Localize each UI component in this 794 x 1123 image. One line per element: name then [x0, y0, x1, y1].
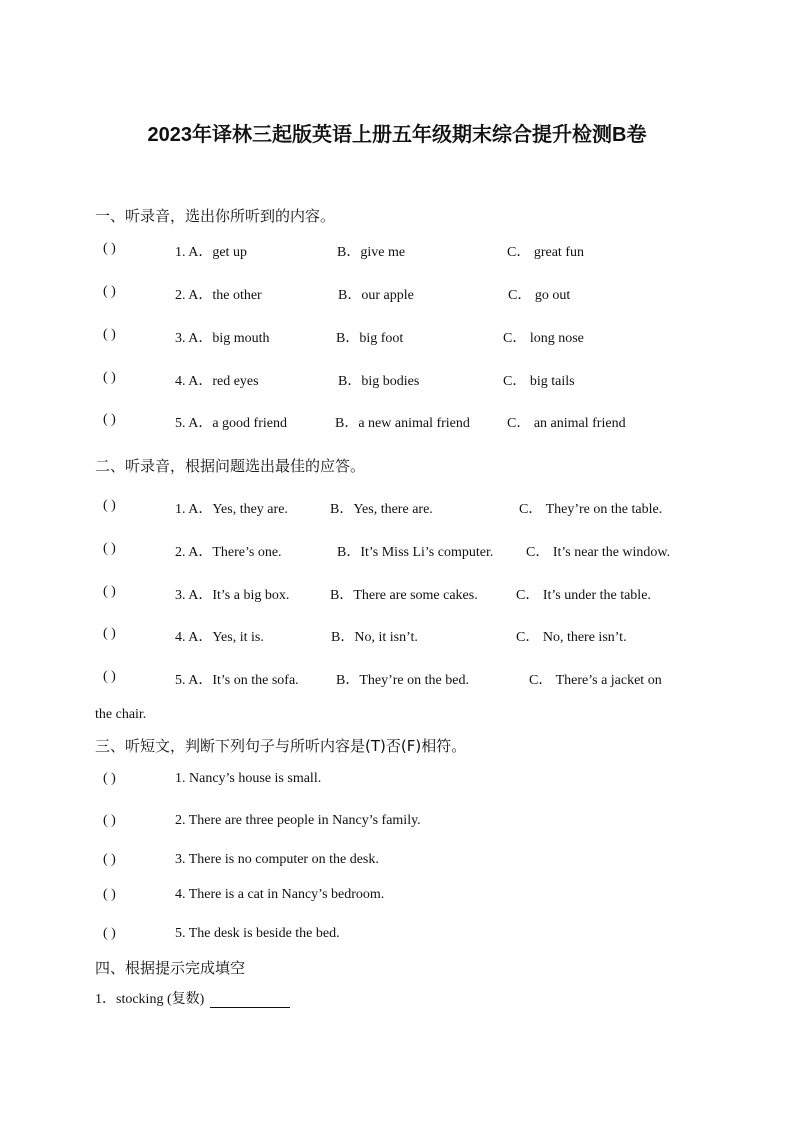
question-option-b: B．big bodies: [338, 374, 420, 389]
question-option-b: B．our apple: [338, 288, 414, 303]
answer-blank: ( ): [103, 584, 116, 599]
question-option-a: 3. A．It’s a big box.: [175, 588, 290, 603]
answer-blank: ( ): [103, 370, 116, 385]
question-option-b: B．It’s Miss Li’s computer.: [337, 545, 494, 560]
question-option-c: C． It’s near the window.: [526, 545, 671, 560]
answer-blank: ( ): [103, 241, 116, 256]
statement: 4. There is a cat in Nancy’s bedroom.: [175, 887, 385, 902]
section-1-heading: 一、听录音，选出你所听到的内容。: [95, 207, 336, 225]
question-option-b: B．give me: [337, 245, 406, 260]
answer-blank: ( ): [103, 771, 116, 786]
answer-blank: ( ): [103, 926, 116, 941]
answer-blank: ( ): [103, 498, 116, 513]
answer-blank: ( ): [103, 852, 116, 867]
fill-blank-line[interactable]: [210, 993, 290, 1008]
answer-blank: ( ): [103, 327, 116, 342]
question-option-a: 2. A．There’s one.: [175, 545, 282, 560]
question-option-b: B．big foot: [336, 331, 404, 346]
page-title: 2023年译林三起版英语上册五年级期末综合提升检测B卷: [147, 124, 647, 146]
question-option-b: B．a new animal friend: [335, 416, 470, 431]
question-option-a: 4. A．red eyes: [175, 374, 259, 389]
question-option-a: 4. A．Yes, it is.: [175, 630, 264, 645]
question-option-a: 2. A．the other: [175, 288, 262, 303]
continuation-text: the chair.: [95, 707, 147, 722]
question-option-a: 5. A．a good friend: [175, 416, 287, 431]
answer-blank: ( ): [103, 887, 116, 902]
question-option-b: B．There are some cakes.: [330, 588, 478, 603]
section-4-heading: 四、根据提示完成填空: [95, 959, 246, 977]
answer-blank: ( ): [103, 284, 116, 299]
question-option-c: C． It’s under the table.: [516, 588, 651, 603]
answer-blank: ( ): [103, 412, 116, 427]
question-option-a: 1. A．Yes, they are.: [175, 502, 288, 517]
section-3-heading: 三、听短文，判断下列句子与所听内容是(T)否(F)相符。: [95, 737, 467, 755]
statement: 2. There are three people in Nancy’s family.: [175, 813, 421, 828]
question-option-c: C． go out: [508, 288, 571, 303]
question-option-b: B．No, it isn’t.: [331, 630, 418, 645]
section-2-heading: 二、听录音，根据问题选出最佳的应答。: [95, 457, 366, 475]
answer-blank: ( ): [103, 626, 116, 641]
fill-item-text: 1．stocking (复数): [95, 992, 205, 1007]
question-option-c: C． There’s a jacket on: [529, 673, 662, 688]
question-option-b: B．Yes, there are.: [330, 502, 433, 517]
question-option-c: C． long nose: [503, 331, 584, 346]
statement: 5. The desk is beside the bed.: [175, 926, 340, 941]
statement: 3. There is no computer on the desk.: [175, 852, 379, 867]
answer-blank: ( ): [103, 813, 116, 828]
question-option-c: C． big tails: [503, 374, 575, 389]
question-option-a: 1. A．get up: [175, 245, 247, 260]
question-option-c: C． They’re on the table.: [519, 502, 663, 517]
question-option-a: 3. A．big mouth: [175, 331, 270, 346]
statement: 1. Nancy’s house is small.: [175, 771, 322, 786]
question-option-b: B．They’re on the bed.: [336, 673, 469, 688]
question-option-c: C． an animal friend: [507, 416, 626, 431]
answer-blank: ( ): [103, 669, 116, 684]
question-option-c: C． great fun: [507, 245, 584, 260]
answer-blank: ( ): [103, 541, 116, 556]
fill-item: [95, 988, 290, 1008]
question-option-c: C． No, there isn’t.: [516, 630, 627, 645]
question-option-a: 5. A．It’s on the sofa.: [175, 673, 299, 688]
